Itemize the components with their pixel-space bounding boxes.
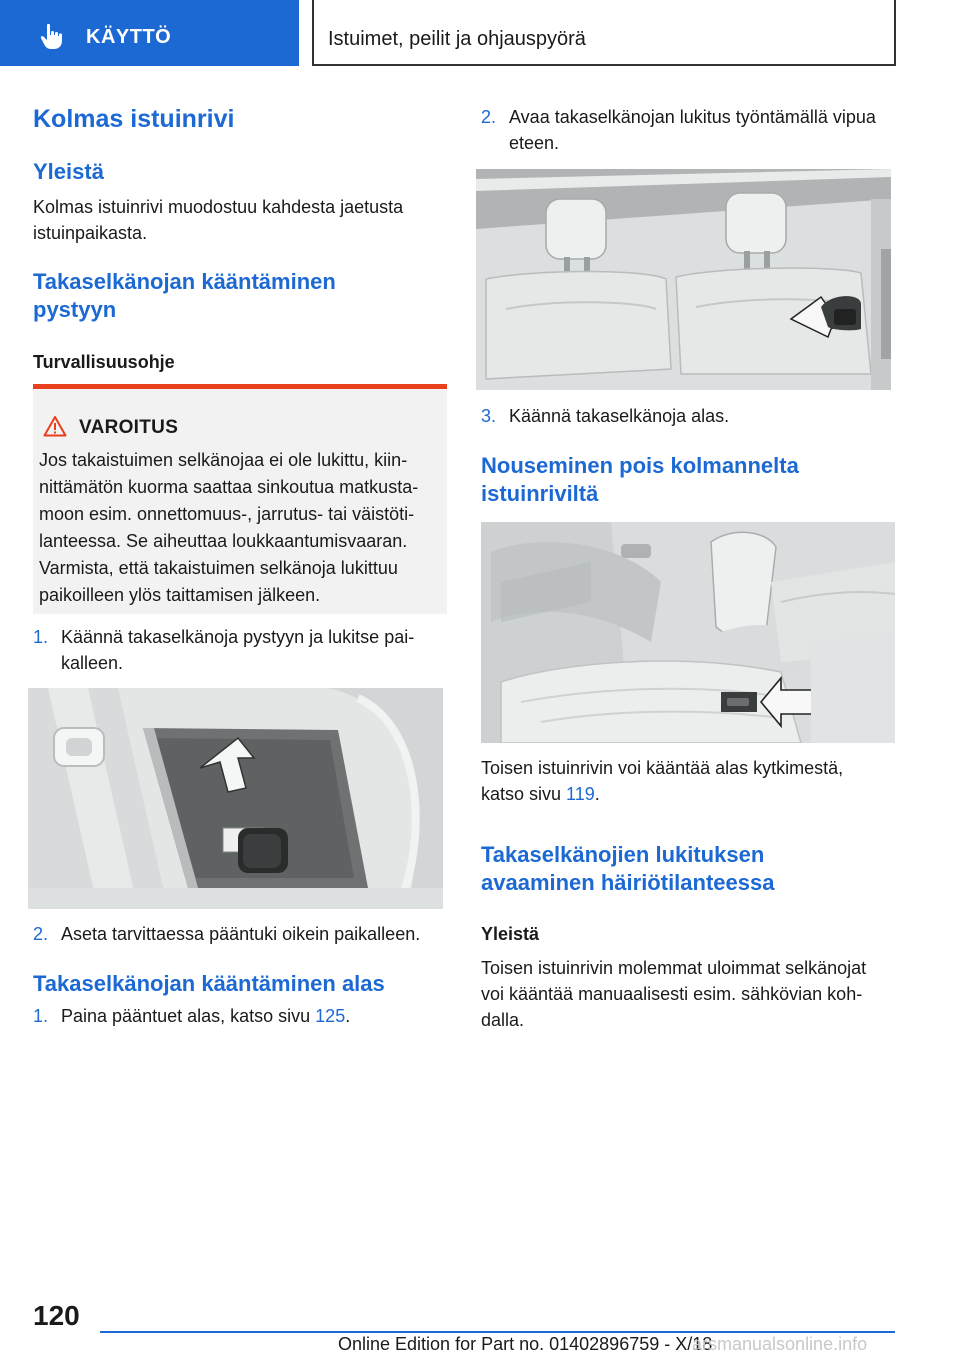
general-text-line: Kolmas istuinrivi muodostuu kahdesta jaetusta	[33, 197, 404, 217]
fold-down-heading: Takaselkänojan kääntäminen alas	[33, 971, 385, 996]
fault-subheading: Yleistä	[481, 924, 540, 944]
warning-line: Jos takaistuimen selkänojaa ei ole lukittu, kiin-	[39, 450, 408, 470]
chapter-header	[312, 0, 896, 66]
step-text-line: Käännä takaselkänoja alas.	[509, 406, 730, 426]
warning-line: lanteessa. Se aiheuttaa loukkaantumisvaaran.	[39, 531, 408, 551]
warning-line: moon esim. onnettomuus-, jarrutus- tai väistöti-	[39, 504, 415, 524]
figure-second-row-switch	[481, 522, 895, 743]
fault-text-line: Toisen istuinrivin molemmat uloimmat selkänojat	[481, 958, 867, 978]
figure-seatback-upright	[28, 688, 443, 909]
step-item	[481, 403, 895, 429]
safety-heading: Turvallisuusohje	[33, 352, 175, 372]
exit-heading-line: Nouseminen pois kolmannelta	[481, 453, 799, 478]
warning-line: paikoilleen ylös taittamisen jälkeen.	[39, 585, 321, 605]
step-number: 1.	[33, 1006, 49, 1026]
hand-pointer-icon	[38, 22, 66, 50]
section-tab[interactable]	[0, 0, 299, 66]
page-link-119[interactable]: 119	[566, 784, 595, 804]
step-text-line: Aseta tarvittaessa pääntuki oikein paikalleen.	[61, 924, 421, 944]
step-text-end: .	[345, 1006, 351, 1026]
upright-heading-line: pystyyn	[33, 297, 117, 322]
step-item	[33, 1003, 447, 1029]
fault-heading-line: avaaminen häiriötilanteessa	[481, 870, 775, 895]
warning-triangle-icon	[43, 415, 67, 437]
warning-line: nittämätön kuorma saattaa sinkoutua matkusta-	[39, 477, 419, 497]
warning-title: VAROITUS	[79, 417, 179, 438]
exit-text	[481, 755, 895, 807]
fault-text-line: voi kääntää manuaalisesti esim. sähkövian koh-	[481, 984, 863, 1004]
fault-heading-line: Takaselkänojien lukituksen	[481, 842, 765, 867]
general-text	[33, 194, 447, 246]
exit-heading-line: istuinriviltä	[481, 481, 599, 506]
step-number: 2.	[481, 107, 497, 127]
general-heading: Yleistä	[33, 159, 104, 184]
page-link-125[interactable]: 125	[315, 1006, 346, 1026]
step-number: 1.	[33, 627, 49, 647]
upright-heading	[33, 268, 336, 324]
exit-text-end: .	[594, 784, 600, 804]
step-item	[33, 921, 447, 947]
exit-text-line	[481, 781, 895, 807]
footer-watermark: arsmanualsonline.info	[692, 1334, 868, 1354]
step-item	[33, 624, 447, 676]
exit-heading	[481, 452, 799, 508]
step-item	[481, 104, 895, 156]
step-text-line: kalleen.	[61, 653, 124, 673]
upright-heading-line: Takaselkänojan kääntäminen	[33, 269, 336, 294]
warning-text	[39, 447, 443, 609]
warning-line: Varmista, että takaistuimen selkänoja lukittuu	[39, 558, 398, 578]
step-text-line: Avaa takaselkänojan lukitus työntämällä vipua	[509, 107, 876, 127]
chapter-title: Istuimet, peilit ja ohjauspyörä	[328, 28, 586, 50]
warning-box	[33, 384, 447, 614]
fault-text-line: dalla.	[481, 1010, 525, 1030]
fault-text	[481, 955, 895, 1033]
step-text-line: Käännä takaselkänoja pystyyn ja lukitse pai-	[61, 627, 415, 647]
page-number: 120	[33, 1300, 80, 1331]
step-text: Paina pääntuet alas, katso sivu	[61, 1006, 316, 1026]
general-text-line: istuinpaikasta.	[33, 223, 148, 243]
footer-edition: Online Edition for Part no. 01402896759 - X/18	[338, 1334, 713, 1354]
step-text-line: eteen.	[509, 133, 560, 153]
section-tab-label: KÄYTTÖ	[86, 26, 172, 48]
fault-heading	[481, 841, 774, 897]
step-number: 2.	[33, 924, 49, 944]
page-title: Kolmas istuinrivi	[33, 105, 235, 133]
exit-text-line: Toisen istuinrivin voi kääntää alas kytkimestä,	[481, 758, 844, 778]
figure-unlock-lever	[476, 169, 891, 390]
step-number: 3.	[481, 406, 497, 426]
exit-text: katso sivu	[481, 784, 567, 804]
footer-divider	[100, 1331, 895, 1333]
